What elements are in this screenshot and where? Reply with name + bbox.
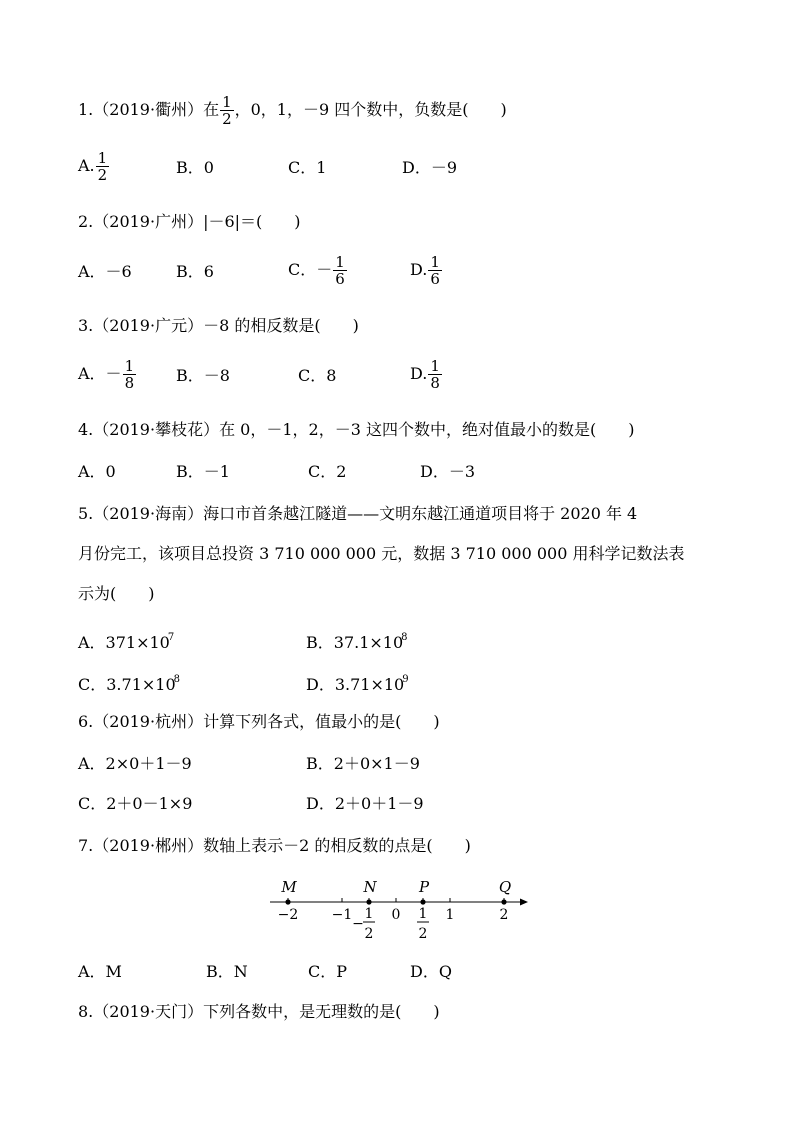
fraction-denominator: 8 — [124, 374, 135, 392]
question-7-stem: 7.（2019·郴州）数轴上表示－2 的相反数的点是( ) — [78, 836, 471, 855]
fraction-denominator: 2 — [222, 110, 232, 128]
fraction-numerator: 1 — [335, 253, 345, 271]
q4-option-d[interactable]: D．－3 — [420, 462, 476, 481]
question-1-text-pre: 1.（2019·衢州）在 — [78, 100, 220, 119]
question-1-stem — [78, 94, 507, 127]
fraction-numerator: 1 — [430, 357, 440, 375]
q6-option-d[interactable]: D．2＋0＋1－9 — [306, 794, 424, 813]
exponent: 7 — [167, 632, 175, 643]
question-5-stem-line-3: 示为( ) — [78, 584, 155, 603]
q1-option-a[interactable] — [78, 150, 110, 183]
q3-option-c[interactable]: C．8 — [298, 366, 337, 385]
question-3-stem: 3.（2019·广元）－8 的相反数是( ) — [78, 316, 359, 335]
fraction — [428, 254, 442, 287]
fraction-denominator: 2 — [364, 926, 374, 942]
fraction-one-half — [220, 94, 234, 127]
fraction-numerator: 1 — [222, 93, 232, 111]
q5-option-c[interactable] — [78, 670, 180, 695]
q7-option-a[interactable]: A．M — [78, 962, 122, 981]
q1-option-c[interactable]: C．1 — [288, 158, 327, 177]
question-5-stem-line-1: 5.（2019·海南）海口市首条越江隧道——文明东越江通道项目将于 2020 年 4 — [78, 504, 638, 523]
point-q-label: Q — [498, 878, 512, 896]
option-label: D. — [410, 364, 428, 383]
fraction-denominator: 6 — [335, 270, 345, 288]
q7-option-d[interactable]: D．Q — [410, 962, 452, 981]
q3-option-b[interactable]: B．－8 — [176, 366, 230, 385]
option-base: D．3.71×10 — [306, 675, 405, 694]
point-n-label: N — [363, 878, 377, 896]
question-2-stem: 2.（2019·广州）|－6|＝( ) — [78, 212, 301, 231]
fraction — [333, 254, 347, 287]
question-1-text-post: ，0，1，－9 四个数中，负数是( ) — [234, 100, 507, 119]
option-label: A．－ — [78, 364, 122, 383]
q4-option-a[interactable]: A．0 — [78, 462, 116, 481]
q7-option-b[interactable]: B．N — [206, 962, 248, 981]
arrow-head-icon — [520, 899, 528, 906]
question-8-stem: 8.（2019·天门）下列各数中，是无理数的是( ) — [78, 1002, 440, 1021]
fraction — [123, 358, 137, 391]
fraction-denominator: 8 — [430, 374, 440, 392]
tick-label: 2 — [499, 907, 509, 923]
fraction — [428, 358, 442, 391]
fraction-numerator: 1 — [430, 253, 440, 271]
option-label: D. — [410, 260, 428, 279]
point-q-dot — [501, 899, 506, 904]
tick-label: −1 — [331, 907, 353, 923]
fraction-denominator: 2 — [418, 926, 428, 942]
q6-option-c[interactable]: C．2＋0－1×9 — [78, 794, 193, 813]
question-4-stem: 4.（2019·攀枝花）在 0，－1，2，－3 这四个数中，绝对值最小的数是( ) — [78, 420, 635, 439]
question-5-stem-line-2: 月份完工，该项目总投资 3 710 000 000 元，数据 3 710 000 000 用科学记数法表 — [78, 544, 685, 563]
negative-sign: − — [352, 916, 364, 932]
q2-option-d[interactable] — [410, 254, 443, 287]
point-m-dot — [285, 899, 290, 904]
exponent: 8 — [401, 632, 408, 643]
q4-option-c[interactable]: C．2 — [308, 462, 347, 481]
q2-option-c[interactable] — [288, 254, 348, 287]
fraction-denominator: 6 — [430, 270, 440, 288]
q3-option-a[interactable] — [78, 358, 137, 391]
q2-option-b[interactable]: B．6 — [176, 262, 214, 281]
q1-option-b[interactable]: B．0 — [176, 158, 214, 177]
q6-option-b[interactable]: B．2＋0×1－9 — [306, 754, 420, 773]
option-base: B．37.1×10 — [306, 633, 404, 652]
q3-option-d[interactable] — [410, 358, 443, 391]
point-m-label: M — [281, 878, 297, 896]
tick-label: 0 — [391, 907, 401, 923]
q4-option-b[interactable]: B．－1 — [176, 462, 230, 481]
q2-option-a[interactable]: A．－6 — [78, 262, 132, 281]
fraction-denominator: 2 — [97, 166, 108, 184]
fraction — [96, 150, 110, 183]
fraction-numerator: 1 — [418, 906, 428, 922]
q5-option-d[interactable] — [306, 670, 409, 695]
option-base: C．3.71×10 — [78, 675, 176, 694]
q1-option-d[interactable]: D．－9 — [402, 158, 458, 177]
tick-label: 1 — [445, 907, 455, 923]
q7-option-c[interactable]: C．P — [308, 962, 348, 981]
q5-option-a[interactable] — [78, 628, 174, 653]
fraction-numerator: 1 — [97, 149, 108, 167]
option-label: A. — [78, 156, 95, 175]
exponent: 8 — [173, 674, 181, 685]
option-base: A．371×10 — [78, 633, 170, 652]
q6-option-a[interactable]: A．2×0＋1－9 — [78, 754, 192, 773]
fraction-numerator: 1 — [364, 906, 374, 922]
tick-label: −2 — [277, 907, 299, 923]
question-6-stem: 6.（2019·杭州）计算下列各式，值最小的是( ) — [78, 712, 440, 731]
number-line-figure — [262, 870, 532, 946]
point-p-label: P — [418, 878, 430, 896]
fraction-numerator: 1 — [124, 357, 135, 375]
q5-option-b[interactable] — [306, 628, 408, 653]
option-label: C．－ — [288, 260, 333, 279]
exponent: 9 — [402, 674, 409, 685]
